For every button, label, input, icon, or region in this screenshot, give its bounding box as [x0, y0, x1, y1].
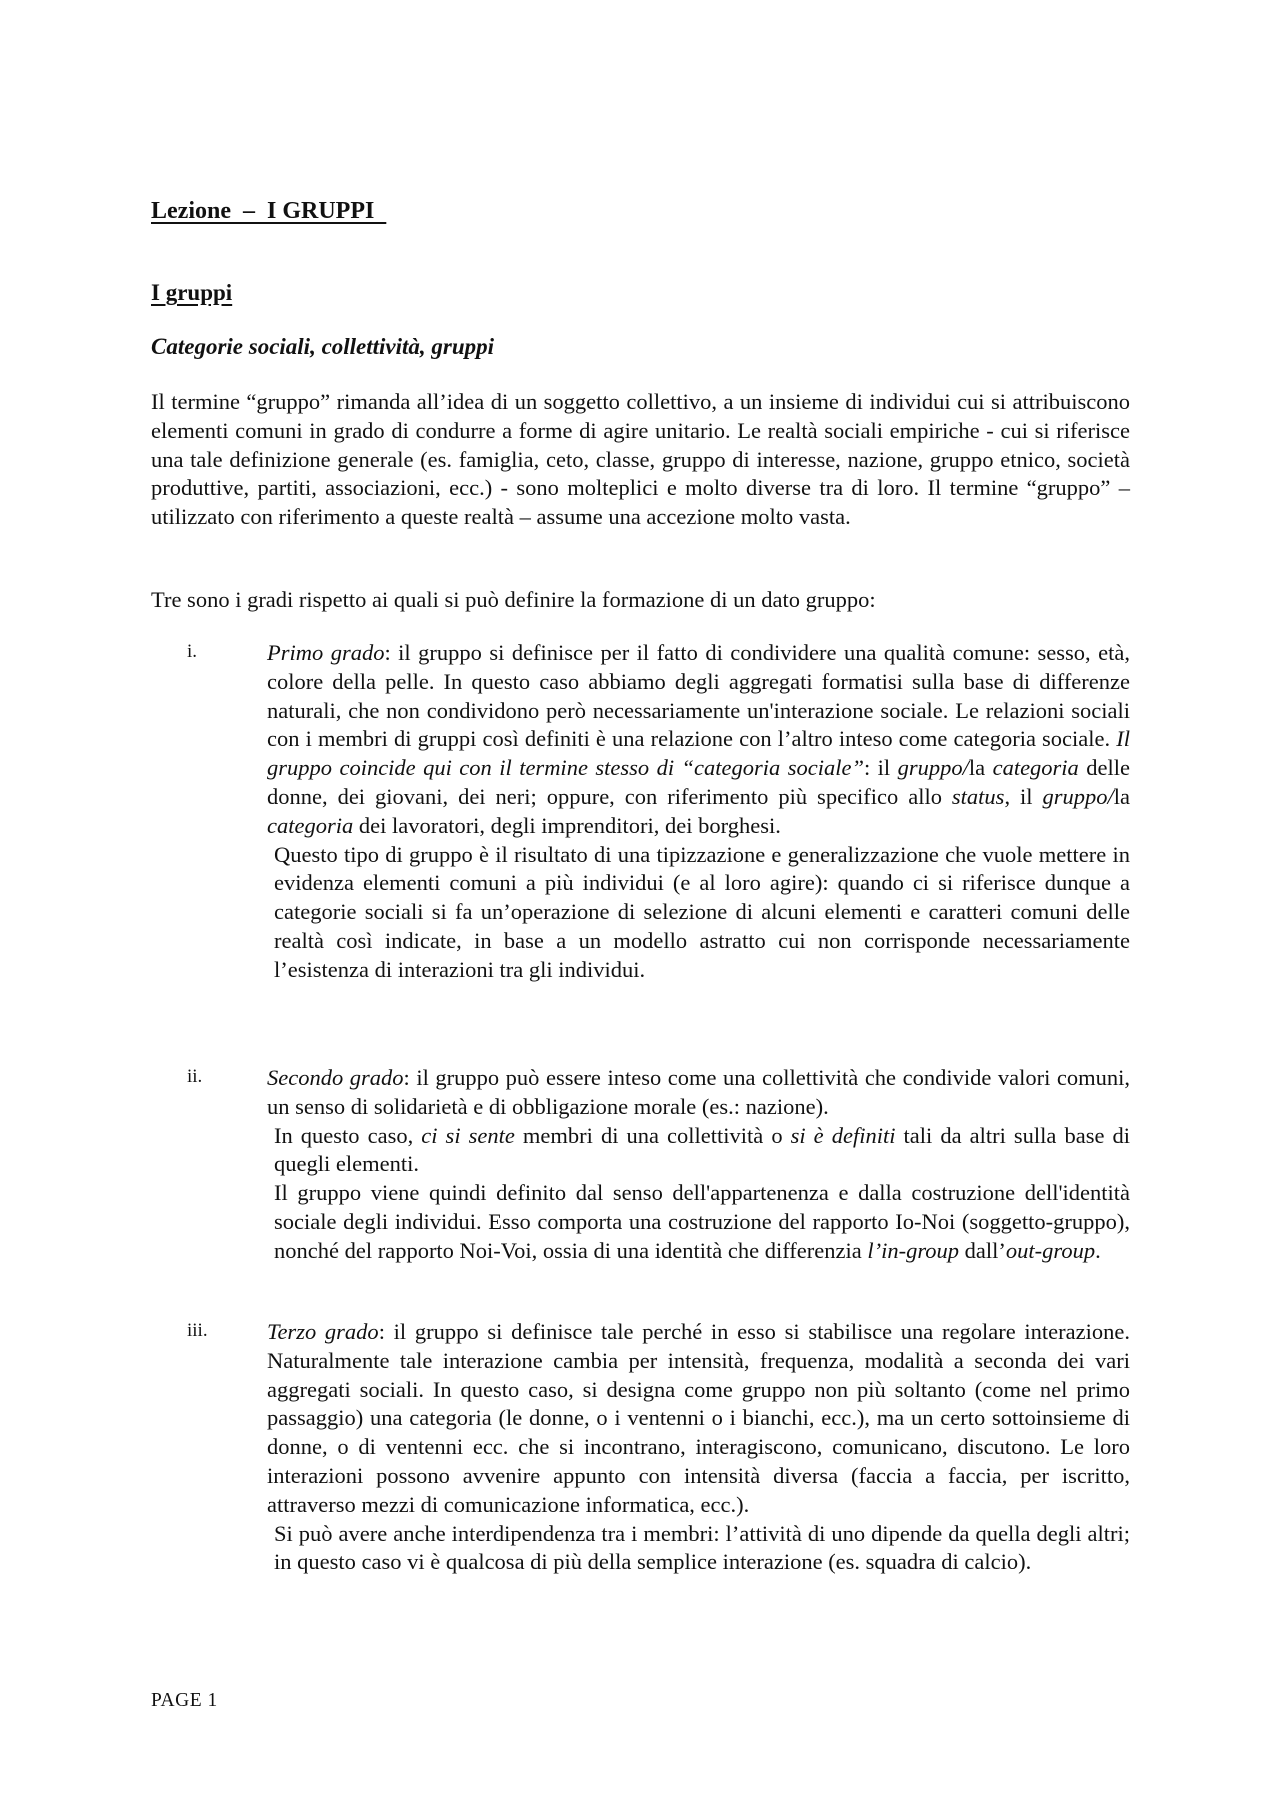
- intro-paragraph: Il termine “gruppo” rimanda all’idea di un soggetto collettivo, a un insieme di individui cui si attribuiscono elementi comuni in grado di condurre a forme di agire unitario. Le realtà sociali empiriche - cui si riferisce una tale definizione generale (es. famiglia, ceto, classe, gruppo di interesse, nazione, gruppo etnico, società produttive, partiti, associazioni, ecc.) - sono molteplici e molto diverse tra di loro. Il termine “gruppo” – utilizzato con riferimento a queste realtà – assume una accezione molto vasta.: [151, 389, 1130, 530]
- text-span: : il gruppo può essere inteso come una collettività che condivide valori comuni, un senso di solidarietà e di obbligazione morale (es.: nazione).: [267, 1065, 1130, 1119]
- emphasis-span: l’in-group: [867, 1237, 960, 1263]
- text-span: la: [968, 755, 993, 781]
- list-item-first-degree: [151, 639, 1130, 985]
- text-span: dei lavoratori, degli imprenditori, dei borghesi.: [353, 812, 781, 838]
- text-span: tali da altri sulla base di quegli elementi.: [274, 1122, 1130, 1177]
- text-span: Il gruppo viene quindi definito dal senso dell'appartenenza e dalla costruzione dell'identità sociale degli individui. Esso comporta una costruzione del rapporto Io-Noi (soggetto-gruppo), nonché del rapporto Noi-Voi, ossia di una identità che differenzia: [274, 1180, 1130, 1263]
- list-item-second-degree: [151, 1064, 1130, 1266]
- first-degree-paragraph: [267, 639, 1130, 841]
- text-span: delle donne, dei giovani, dei neri; oppure, con riferimento più specifico allo: [267, 755, 1130, 809]
- emphasis-span: gruppo/: [897, 755, 969, 781]
- list-item-third-degree: [151, 1318, 1130, 1577]
- page-footer: [151, 1690, 218, 1712]
- term-italic: Secondo grado: [267, 1065, 404, 1090]
- text-span: .: [1095, 1237, 1101, 1263]
- second-degree-paragraph: [267, 1064, 1130, 1122]
- list-item-body: [267, 639, 1130, 985]
- list-item-body: [267, 1318, 1130, 1577]
- emphasis-span: categoria: [267, 812, 354, 838]
- emphasis-span: gruppo/: [1042, 783, 1114, 809]
- text-span: membri di una collettività o: [514, 1122, 791, 1148]
- text-span: la: [1113, 783, 1130, 809]
- degrees-intro-paragraph: Tre sono i gradi rispetto ai quali si può definire la formazione di un dato gruppo:: [151, 587, 876, 612]
- list-item-body: [267, 1064, 1130, 1266]
- list-marker: iii.: [187, 1320, 208, 1341]
- emphasis-span: categoria: [992, 755, 1079, 781]
- text-span: , il: [1004, 783, 1043, 809]
- lesson-title: Lezione – I GRUPPI: [151, 198, 387, 224]
- emphasis-span: Il gruppo coincide qui con il termine stesso di “categoria sociale”: [267, 726, 1130, 781]
- emphasis-span: status: [951, 783, 1005, 809]
- subsection-heading: Categorie sociali, collettività, gruppi: [151, 334, 495, 359]
- term-italic: Primo grado: [267, 640, 385, 665]
- second-degree-continuation: [267, 1122, 1130, 1180]
- second-degree-identity: [267, 1179, 1130, 1265]
- third-degree-continuation: Si può avere anche interdipendenza tra i membri: l’attività di uno dipende da quella degli altri; in questo caso vi è qualcosa di più della semplice interazione (es. squadra di calcio).: [274, 1520, 1130, 1575]
- first-degree-continuation: Questo tipo di gruppo è il risultato di una tipizzazione e generalizzazione che vuole mettere in evidenza elementi comuni a più individui (e al loro agire): quando ci si riferisce dunque a categorie sociali si fa un’operazione di selezione di alcuni elementi e caratteri comuni delle realtà così indicate, in base a un modello astratto cui non corrisponde necessariamente l’esistenza di interazioni tra gli individui.: [274, 841, 1130, 982]
- list-marker: ii.: [187, 1066, 203, 1087]
- term-italic: Terzo grado: [267, 1319, 379, 1344]
- third-degree-paragraph: [267, 1318, 1130, 1520]
- text-span: dall’: [959, 1237, 1006, 1263]
- list-marker: i.: [187, 641, 198, 662]
- page-label: PAGE: [151, 1690, 203, 1711]
- emphasis-span: si è definiti: [790, 1122, 896, 1148]
- page-number: 1: [207, 1690, 218, 1711]
- text-span: : il gruppo si definisce per il fatto di condividere una qualità comune: sesso, età, colore della pelle. In questo caso abbiamo degli aggregati formatisi sulla base di differenze naturali, che non condividono però necessariamente un'interazione sociale. Le relazioni sociali con i membri di gruppi così definiti è una relazione con l’altro inteso come categoria sociale.: [267, 640, 1130, 752]
- text-span: : il: [863, 755, 898, 781]
- text-span: : il gruppo si definisce tale perché in esso si stabilisce una regolare interazione. Naturalmente tale interazione cambia per intensità, frequenza, modalità a seconda dei vari aggregati sociali. In questo caso, si designa come gruppo non più soltanto (come nel primo passaggio) una categoria (le donne, o i ventenni o i bianchi, ecc.), ma un certo sottoinsieme di donne, o di ventenni ecc. che si incontrano, interagiscono, comunicano, discutono. Le loro interazioni possono avvenire appunto con intensità diversa (faccia a faccia, per iscritto, attraverso mezzi di comunicazione informatica, ecc.).: [267, 1319, 1130, 1517]
- emphasis-span: out-group: [1005, 1237, 1096, 1263]
- section-heading: I gruppi: [151, 280, 233, 305]
- text-span: In questo caso,: [274, 1122, 422, 1148]
- emphasis-span: ci si sente: [421, 1122, 515, 1148]
